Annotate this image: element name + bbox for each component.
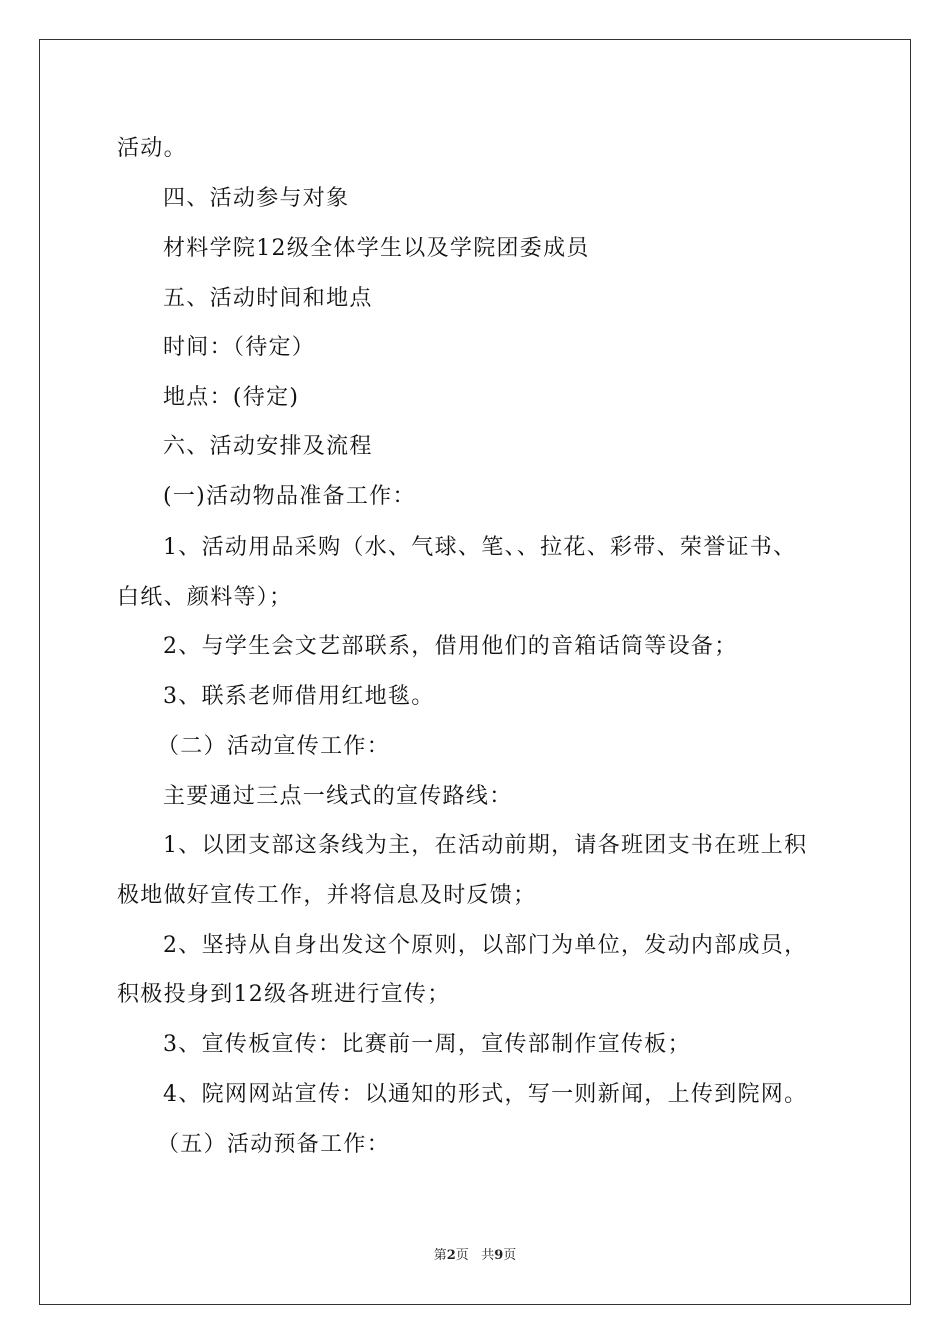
- text-line: 材料学院12级全体学生以及学院团委成员: [163, 236, 590, 261]
- text-line: 时间：（待定）: [163, 335, 316, 360]
- text-line: 3、宣传板宣传：比赛前一周，宣传部制作宣传板；: [163, 1032, 691, 1057]
- page-total: 9: [494, 1248, 504, 1263]
- section-heading: 四、活动参与对象: [163, 186, 350, 211]
- text-line: 积极投身到12级各班进行宣传；: [117, 982, 451, 1007]
- text-line: 地点：(待定): [163, 385, 300, 410]
- section-heading: 五、活动时间和地点: [163, 286, 373, 311]
- page-current: 2: [446, 1248, 456, 1263]
- text-line: 极地做好宣传工作，并将信息及时反馈；: [117, 883, 537, 908]
- subsection-heading: (一)活动物品准备工作：: [163, 484, 416, 509]
- text-line: 主要通过三点一线式的宣传路线：: [163, 784, 513, 809]
- text-line: 2、与学生会文艺部联系，借用他们的音箱话筒等设备；: [163, 634, 738, 659]
- text-line: 4、院网网站宣传：以通知的形式，写一则新闻，上传到院网。: [163, 1082, 808, 1107]
- subsection-heading: （二）活动宣传工作：: [157, 734, 391, 759]
- text-line: 2、坚持从自身出发这个原则，以部门为单位，发动内部成员，: [163, 933, 808, 958]
- text-line: 1、活动用品采购（水、气球、笔、、拉花、彩带、荣誉证书、: [163, 535, 797, 560]
- total-suffix: 页: [503, 1248, 517, 1263]
- page-suffix: 页: [455, 1248, 469, 1263]
- page-frame: [39, 39, 911, 1305]
- total-prefix: 共: [481, 1248, 495, 1263]
- page-prefix: 第: [433, 1248, 447, 1263]
- text-line: 3、联系老师借用红地毯。: [163, 684, 435, 709]
- section-heading: 六、活动安排及流程: [163, 434, 373, 459]
- text-line: 白纸、颜料等）；: [117, 585, 293, 610]
- subsection-heading: （五）活动预备工作：: [157, 1132, 391, 1157]
- page-footer: [0, 1247, 950, 1265]
- text-line: 1、以团支部这条线为主，在活动前期，请各班团支书在班上积: [163, 833, 808, 858]
- text-line: 活动。: [117, 136, 187, 161]
